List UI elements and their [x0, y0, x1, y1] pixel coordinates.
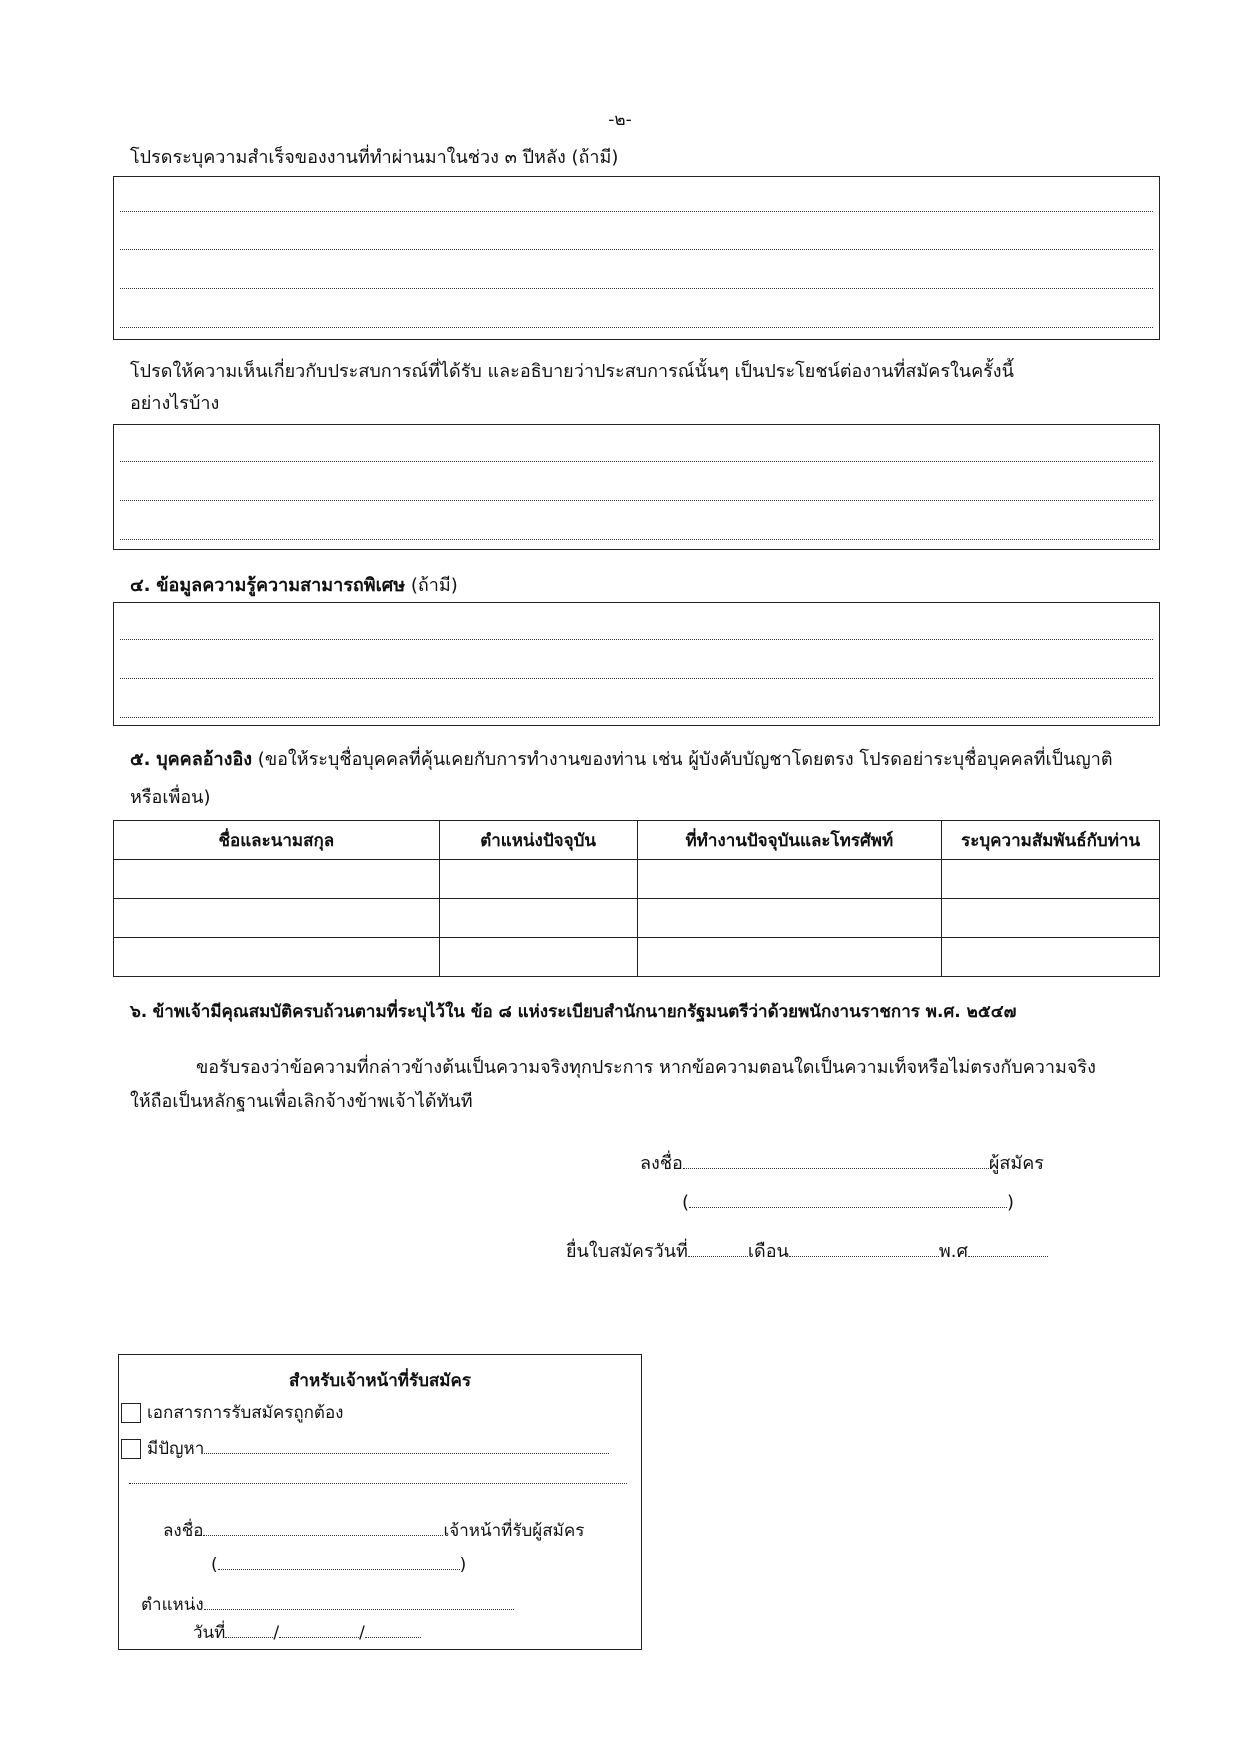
experience-question-line1: โปรดให้ความเห็นเกี่ยวกับประสบการณ์ที่ได้รับ และอธิบายว่าประสบการณ์นั้นๆ เป็นประโยชน์ต่องานที่สมัครในครั้งนี้: [130, 361, 1014, 382]
applicant-label: ผู้สมัคร: [988, 1153, 1044, 1174]
table-row: [114, 860, 1160, 899]
answer-line: [120, 678, 1153, 679]
year-field[interactable]: [968, 1242, 1048, 1257]
officer-signature-field[interactable]: [203, 1521, 443, 1536]
check2-label: มีปัญหา: [147, 1439, 205, 1459]
officer-box: [118, 1354, 642, 1650]
date-label: ยื่นใบสมัครวันที่: [566, 1241, 688, 1262]
officer-sign-label: ลงชื่อ: [163, 1521, 204, 1541]
officer-name-line[interactable]: [211, 1555, 466, 1575]
answer-line: [120, 327, 1153, 328]
section6-number: ๖.: [130, 1002, 148, 1022]
section5-note: (ขอให้ระบุชื่อบุคคลที่คุ้นเคยกับการทำงานของท่าน เช่น ผู้บังคับบัญชาโดยตรง โปรดอย่าระบุชื่อบุคคลที่เป็นญาติ: [257, 749, 1113, 770]
officer-month-field[interactable]: [279, 1623, 359, 1638]
day-field[interactable]: [688, 1242, 748, 1257]
table-cell[interactable]: [637, 938, 942, 977]
officer-date-line[interactable]: [193, 1619, 421, 1646]
col-header-workplace: ที่ทำงานปัจจุบันและโทรศัพท์: [637, 821, 942, 860]
problem-line2[interactable]: [129, 1469, 627, 1489]
application-date-line[interactable]: [566, 1236, 1048, 1265]
applicant-name-line[interactable]: [682, 1192, 1014, 1213]
page-number: -๒-: [608, 110, 632, 130]
open-paren: (: [682, 1192, 690, 1213]
checkbox-documents-correct[interactable]: [121, 1403, 141, 1423]
answer-line: [120, 539, 1153, 540]
officer-year-field[interactable]: [365, 1623, 421, 1638]
problem-field[interactable]: [204, 1439, 609, 1454]
section5-number: ๕.: [130, 749, 151, 770]
certify-line1: ขอรับรองว่าข้อความที่กล่าวข้างต้นเป็นความจริงทุกประการ หากข้อความตอนใดเป็นความเท็จหรือไม่ตรงกับความจริง: [196, 1057, 1096, 1078]
table-cell[interactable]: [942, 899, 1160, 938]
officer-position-label: ตำแหน่ง: [141, 1595, 204, 1615]
table-cell[interactable]: [439, 860, 637, 899]
officer-date-label: วันที่: [193, 1623, 226, 1643]
date-slash: /: [273, 1623, 280, 1643]
close-paren: ): [1007, 1192, 1015, 1213]
checkbox-has-problem[interactable]: [121, 1439, 141, 1459]
section4-heading: [130, 570, 1150, 602]
table-cell[interactable]: [637, 899, 942, 938]
answer-line: [120, 211, 1153, 212]
officer-day-field[interactable]: [225, 1623, 273, 1638]
table-row: [114, 938, 1160, 977]
col-header-name: ชื่อและนามสกุล: [114, 821, 440, 860]
signature-field[interactable]: [683, 1154, 989, 1169]
officer-position-field[interactable]: [204, 1595, 514, 1610]
check-has-problem[interactable]: [121, 1435, 609, 1462]
certify-line2: ให้ถือเป็นหลักฐานเพื่อเลิกจ้างข้าพเจ้าได้ทันที: [130, 1091, 473, 1112]
experience-answer-box[interactable]: [113, 424, 1160, 550]
officer-signature-line[interactable]: [163, 1517, 584, 1544]
table-cell[interactable]: [439, 938, 637, 977]
section4-number: ๔.: [130, 575, 151, 596]
section6-statement: [130, 996, 1150, 1028]
check1-label: เอกสารการรับสมัครถูกต้อง: [147, 1403, 344, 1423]
section5-title: บุคคลอ้างอิง: [156, 749, 253, 770]
table-cell[interactable]: [114, 899, 440, 938]
sign-label: ลงชื่อ: [640, 1153, 683, 1174]
table-row: [114, 899, 1160, 938]
table-cell[interactable]: [942, 860, 1160, 899]
month-label: เดือน: [747, 1241, 789, 1262]
section6-text: ข้าพเจ้ามีคุณสมบัติครบถ้วนตามที่ระบุไว้ใน ข้อ ๘ แห่งระเบียบสำนักนายกรัฐมนตรีว่าด้วยพนักงานราชการ พ.ศ. ๒๕๔๗: [152, 1002, 1017, 1022]
section5-heading: [130, 744, 1150, 776]
date-slash: /: [359, 1623, 365, 1643]
experience-question-line2: อย่างไรบ้าง: [130, 393, 220, 414]
table-cell[interactable]: [942, 938, 1160, 977]
section5-note-line2: หรือเพื่อน): [130, 787, 211, 808]
officer-close-paren: ): [459, 1555, 467, 1575]
answer-line: [120, 249, 1153, 250]
answer-line: [120, 461, 1153, 462]
table-cell[interactable]: [637, 860, 942, 899]
officer-label: เจ้าหน้าที่รับผู้สมัคร: [443, 1521, 585, 1541]
table-cell[interactable]: [114, 860, 440, 899]
special-skills-answer-box[interactable]: [113, 602, 1160, 726]
name-field[interactable]: [689, 1193, 1007, 1208]
table-header-row: [114, 821, 1160, 860]
col-header-relationship: ระบุความสัมพันธ์กับท่าน: [942, 821, 1160, 860]
answer-line: [120, 288, 1153, 289]
officer-box-title: สำหรับเจ้าหน้าที่รับสมัคร: [289, 1371, 471, 1391]
answer-line: [120, 500, 1153, 501]
month-field[interactable]: [789, 1242, 939, 1257]
reference-table: [113, 820, 1160, 977]
table-cell[interactable]: [114, 938, 440, 977]
applicant-signature-line[interactable]: [640, 1148, 1044, 1177]
problem-field-2[interactable]: [129, 1469, 627, 1484]
table-cell[interactable]: [439, 899, 637, 938]
section4-title: ข้อมูลความรู้ความสามารถพิเศษ: [156, 575, 406, 596]
answer-line: [120, 639, 1153, 640]
section4-note: (ถ้ามี): [410, 575, 458, 596]
answer-line: [120, 717, 1153, 718]
officer-position-line[interactable]: [141, 1591, 514, 1618]
year-label: พ.ศ: [938, 1241, 968, 1262]
achievements-question: โปรดระบุความสำเร็จของงานที่ทำผ่านมาในช่วง ๓ ปีหลัง (ถ้ามี): [130, 147, 619, 168]
achievements-answer-box[interactable]: [113, 176, 1160, 340]
check-documents-correct[interactable]: [121, 1399, 343, 1426]
officer-name-field[interactable]: [218, 1555, 460, 1570]
officer-open-paren: (: [211, 1555, 218, 1575]
col-header-position: ตำแหน่งปัจจุบัน: [439, 821, 637, 860]
